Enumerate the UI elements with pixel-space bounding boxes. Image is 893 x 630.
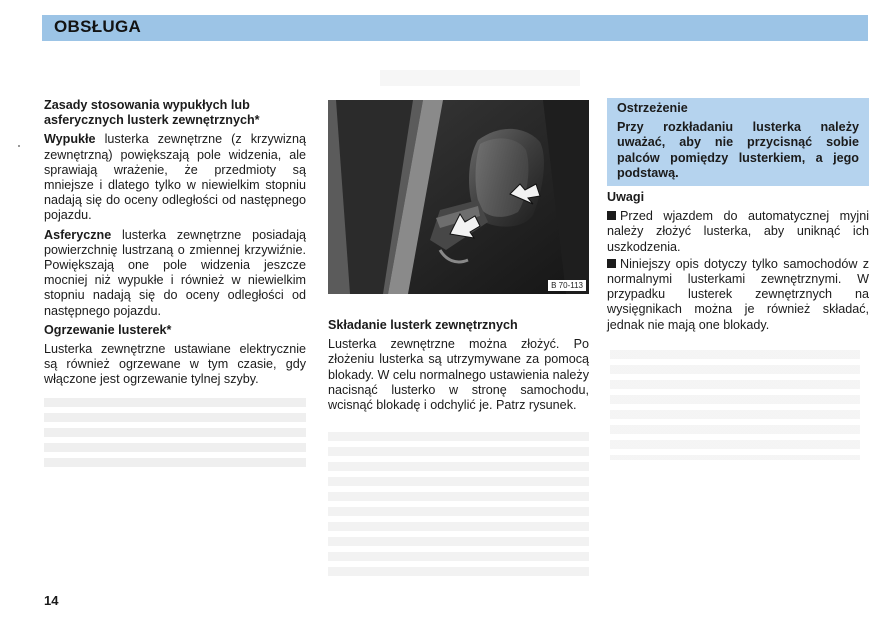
note-text: Niniejszy opis dotyczy tylko samochodów z normalnymi lusterkami zewnętrznymi. W przypadku lusterek zewnętrznych na wysięgnikach można je również składać, jednak nie mają one blokady. — [607, 256, 869, 332]
convex-text: lusterka zewnętrzne (z krzywizną zewnętrzną) powiększają pole widzenia, ale sprawiają wrażenie, że przedmioty są mniejsze i dlatego tylko w niewielkim stopniu nadają się do oceny odległości od następnego pojazdu. — [44, 132, 306, 223]
convex-mirrors-heading: Zasady stosowania wypukłych lub asferycznych lusterk zewnętrznych* — [44, 98, 260, 128]
convex-lead: Wypukłe — [44, 132, 96, 147]
bullet-square-icon — [607, 259, 616, 268]
note-item — [607, 257, 869, 333]
warning-title: Ostrzeżenie — [617, 101, 688, 115]
bullet-square-icon — [607, 211, 616, 220]
section-header-band — [42, 15, 868, 41]
heating-heading: Ogrzewanie lusterek* — [44, 322, 172, 337]
aspheric-text: lusterka zewnętrzne posiadają powierzchnię lustrzaną o zmiennej krzywiźnie. Powiększają one pole widzenia jeszcze mocniej niż wypukłe i również w niewielkim stopniu nadają się do oceny odległości od następnego pojazdu. — [44, 227, 306, 318]
side-mirror-illustration — [328, 100, 589, 294]
mirror-figure — [328, 100, 589, 294]
section-title: OBSŁUGA — [54, 17, 142, 36]
warning-box — [607, 98, 869, 186]
notes-title: Uwagi — [607, 190, 645, 204]
note-text: Przed wjazdem do automatycznej myjni należy złożyć lusterka, aby uniknąć ich uszkodzenia. — [607, 209, 869, 254]
note-item — [607, 209, 869, 255]
mirror-glass — [476, 138, 529, 217]
middle-column — [328, 318, 589, 415]
folding-text: Lusterka zewnętrzne można złożyć. Po złożeniu lusterka są utrzymywane za pomocą blokady. W celu normalnego ustawienia należy nacisnąć lusterko w stronę samochodu, wcisnąć blokadę i odchylić je. Patrz rysunek. — [328, 337, 589, 413]
bleed-through-top — [380, 70, 580, 86]
warning-text: Przy rozkładaniu lusterka należy uważać, aby nie przycisnąć sobie palców pomiędzy lusterkiem, a jego podstawą. — [617, 120, 859, 180]
heating-text: Lusterka zewnętrzne ustawiane elektrycznie są również ogrzewane w tym czasie, gdy włączone jest ogrzewanie tylnej szyby. — [44, 342, 306, 387]
page-number: 14 — [44, 593, 59, 608]
folding-heading: Składanie lusterk zewnętrznych — [328, 318, 518, 332]
aspheric-lead: Asferyczne — [44, 227, 112, 242]
convex-paragraph — [44, 132, 306, 223]
left-column — [44, 98, 306, 390]
scan-speck — [18, 145, 20, 147]
bleed-through-left — [44, 398, 306, 468]
notes-column — [607, 190, 869, 335]
aspheric-paragraph — [44, 228, 306, 319]
bleed-through-right — [610, 350, 860, 460]
figure-code: B 70-113 — [548, 280, 586, 291]
bleed-through-middle — [328, 432, 589, 582]
